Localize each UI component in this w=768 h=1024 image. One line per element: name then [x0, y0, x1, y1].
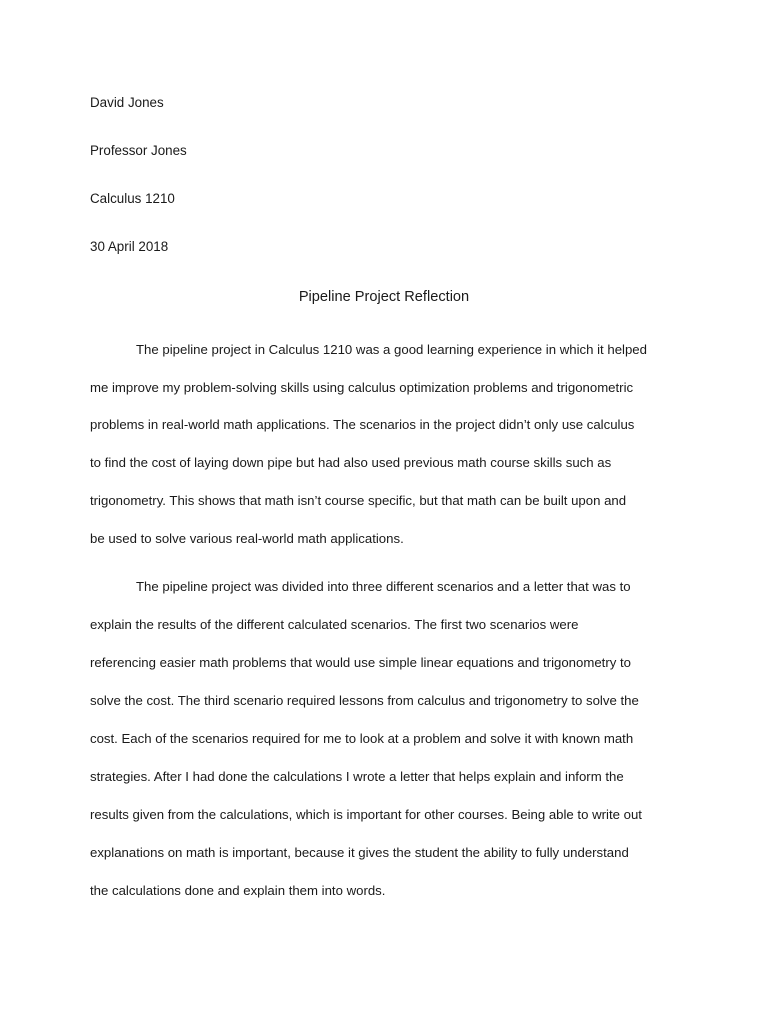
paragraph-2-line-7: results given from the calculations, which is important for other courses. Being able to write out [90, 807, 642, 822]
paragraph-1-line-4: to find the cost of laying down pipe but had also used previous math course skills such as [90, 455, 612, 470]
paragraph-1-line-2: me improve my problem-solving skills using calculus optimization problems and trigonometric [90, 380, 634, 395]
student-name: David Jones [90, 95, 164, 110]
paragraph-2-line-3: referencing easier math problems that would use simple linear equations and trigonometry to [90, 655, 631, 670]
paragraph-2-line-6: strategies. After I had done the calculations I wrote a letter that helps explain and inform the [90, 769, 624, 784]
paragraph-2-line-1: The pipeline project was divided into three different scenarios and a letter that was to [136, 579, 631, 594]
paragraph-1-line-3: problems in real-world math applications. The scenarios in the project didn’t only use calculus [90, 417, 635, 432]
document-title: Pipeline Project Reflection [298, 289, 470, 305]
paragraph-2-line-2: explain the results of the different calculated scenarios. The first two scenarios were [90, 617, 579, 632]
professor-name: Professor Jones [90, 143, 187, 158]
submission-date: 30 April 2018 [90, 239, 169, 254]
paragraph-1-line-1: The pipeline project in Calculus 1210 was a good learning experience in which it helped [136, 342, 647, 357]
course-name: Calculus 1210 [90, 191, 175, 206]
paragraph-2-line-9: the calculations done and explain them into words. [90, 883, 386, 898]
paragraph-1-line-6: be used to solve various real-world math applications. [90, 531, 404, 546]
paragraph-2-line-5: cost. Each of the scenarios required for me to look at a problem and solve it with known math [90, 731, 634, 746]
paragraph-1-line-5: trigonometry. This shows that math isn’t course specific, but that math can be built upon and [90, 493, 627, 508]
paragraph-2-line-8: explanations on math is important, because it gives the student the ability to fully understand [90, 845, 629, 860]
paragraph-2-line-4: solve the cost. The third scenario required lessons from calculus and trigonometry to solve the [90, 693, 639, 708]
